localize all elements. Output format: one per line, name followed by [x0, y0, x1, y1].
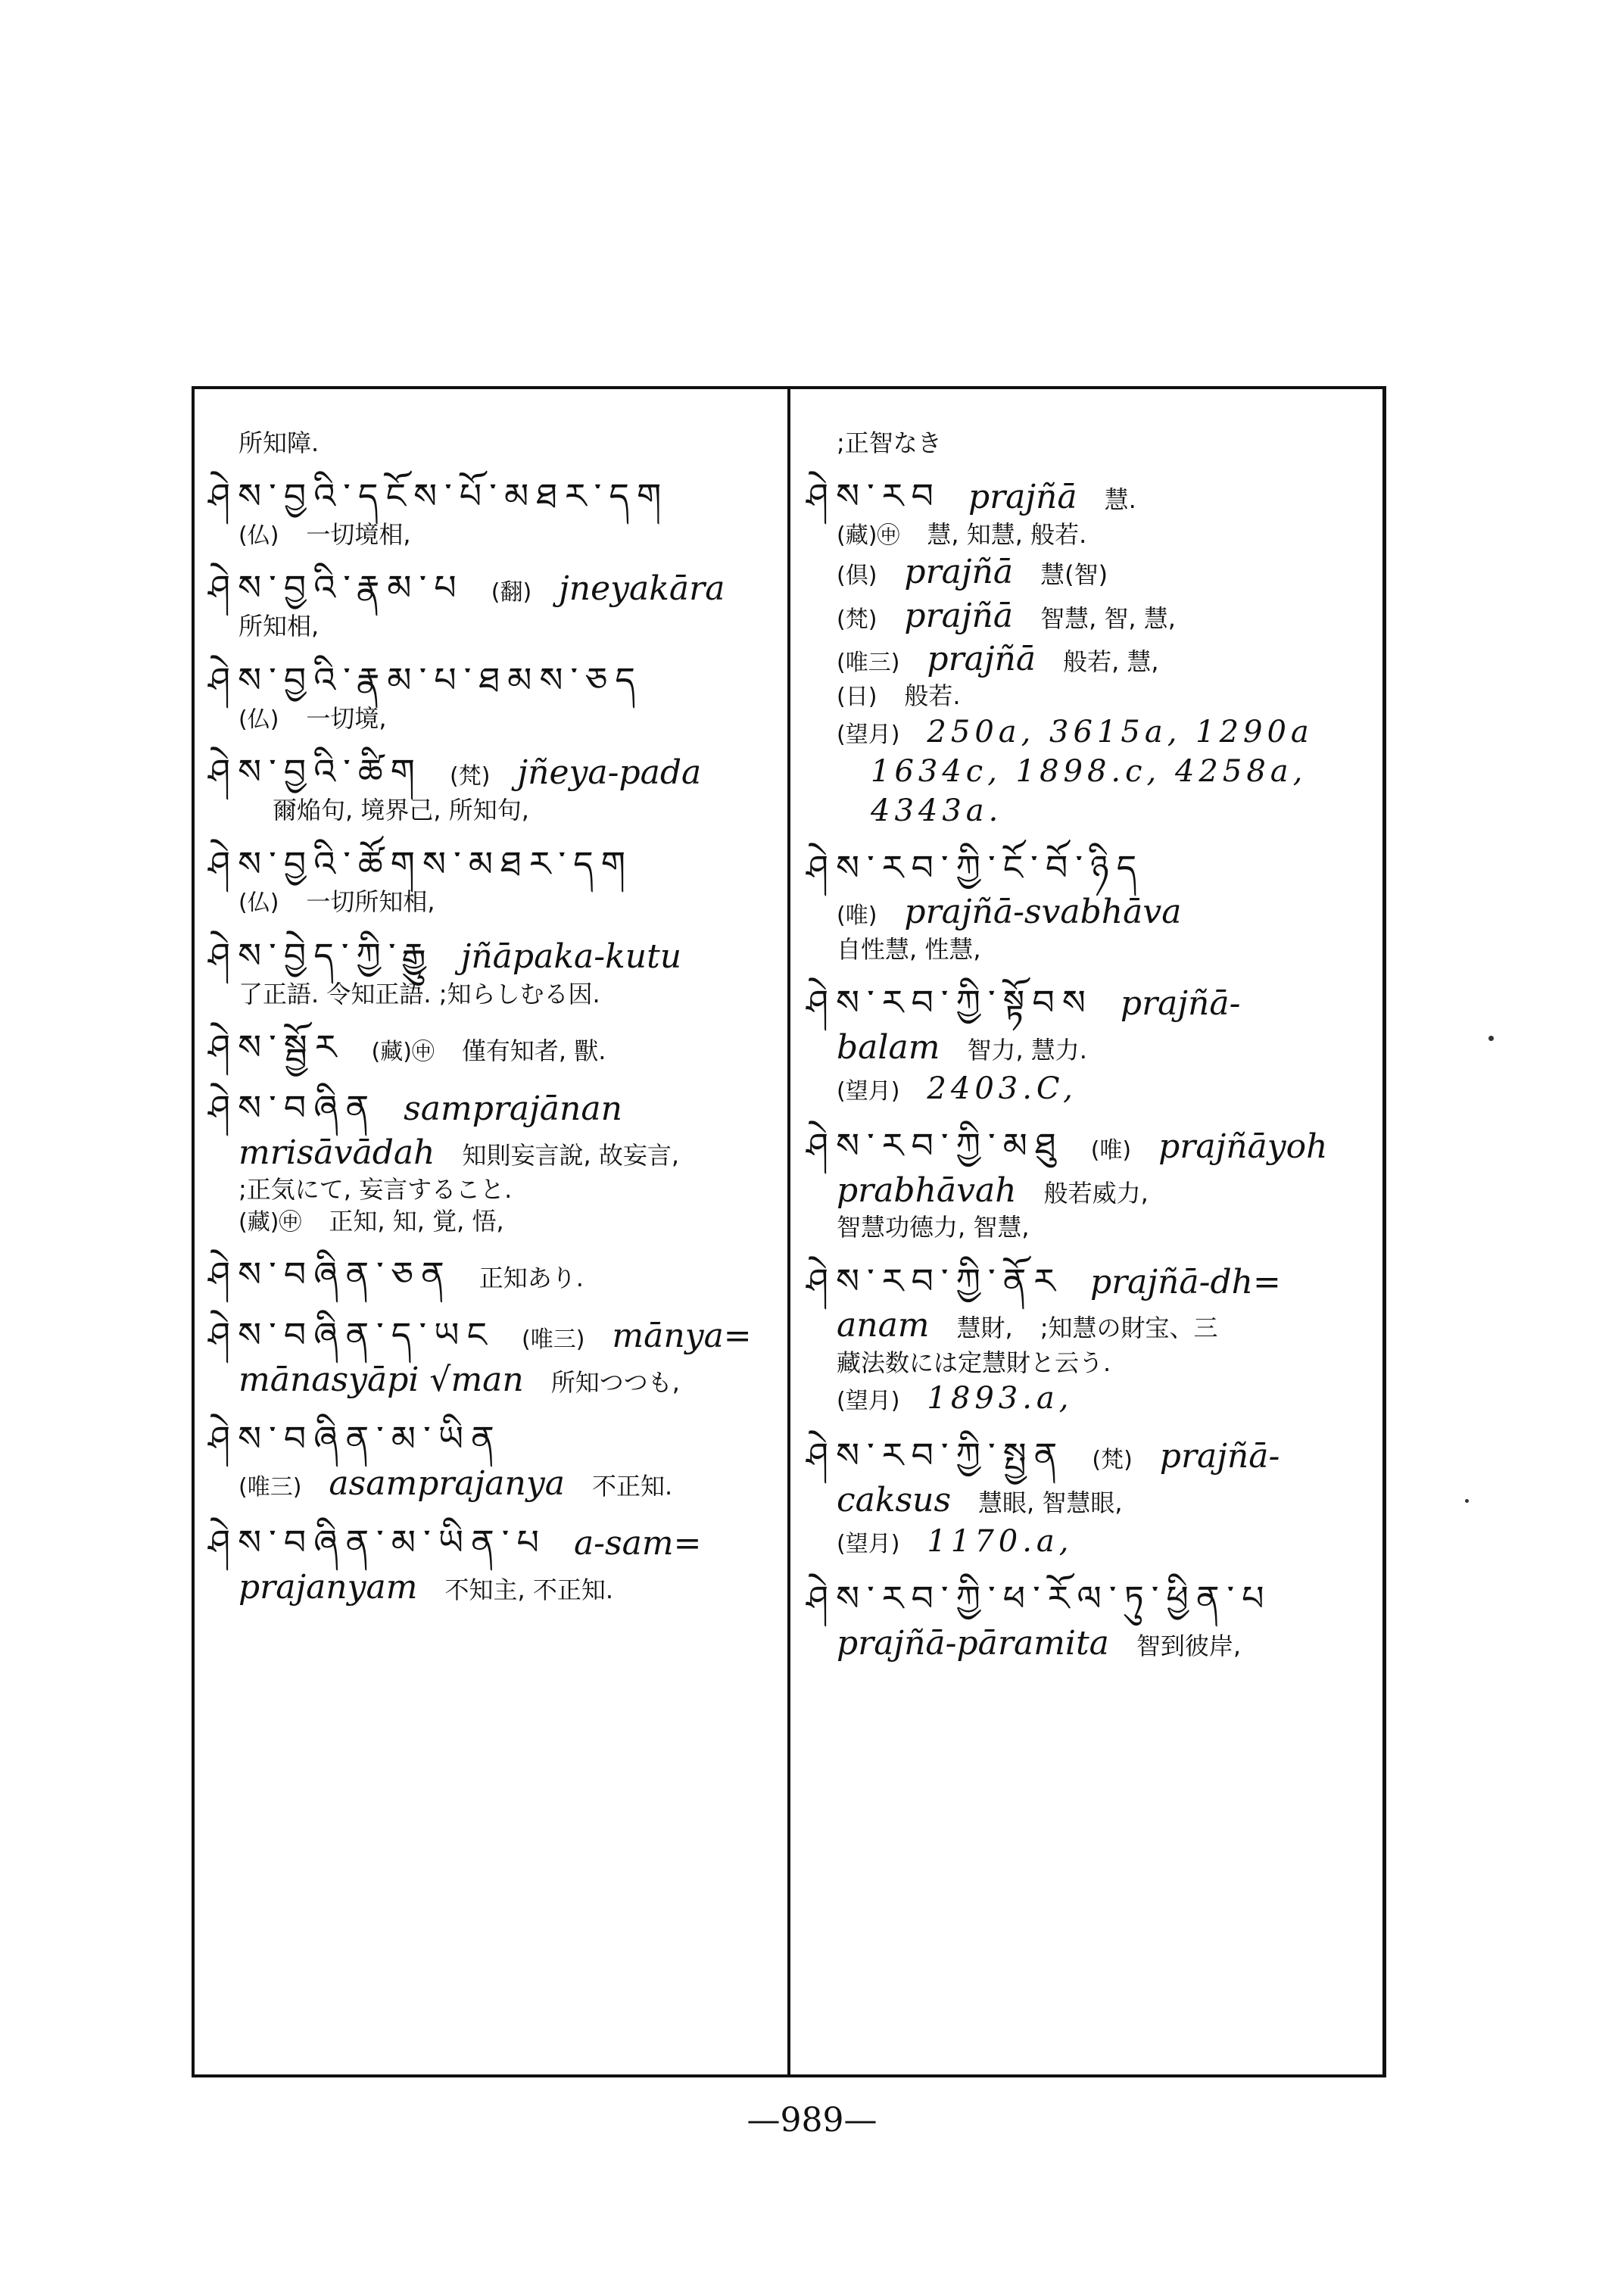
tibetan-headword: ཤེས་བྱའི་རྣམ་པ་ཐམས་ཅད — [208, 659, 644, 700]
gloss: 爾焔句, 境界己, 所知句, — [273, 795, 529, 824]
page-number: —989— — [747, 2101, 877, 2140]
gloss: 一切境, — [306, 703, 387, 733]
sanskrit-term: prajñā- — [1120, 984, 1241, 1024]
source-tag: (唯) — [1090, 1137, 1132, 1164]
scan-speck — [1488, 1036, 1494, 1041]
gloss: ;知慧の財宝、三 — [1040, 1314, 1218, 1343]
sanskrit-term: mrisāvādah — [238, 1133, 435, 1172]
tibetan-headword: ཤེས་བྱེད་ཀྱི་རྒྱུ — [208, 934, 434, 976]
entry-continuation — [806, 424, 1382, 459]
sanskrit-term: jñāpaka-kutu — [460, 937, 682, 976]
gloss: 般若, 慧, — [1063, 647, 1159, 676]
gloss: 智力, 慧力. — [967, 1035, 1087, 1064]
tibetan-headword: ཤེས་བཞིན་ཅན — [208, 1254, 452, 1295]
gloss: 自性慧, 性慧, — [837, 934, 981, 964]
entry — [806, 1576, 1382, 1665]
entry — [208, 658, 780, 734]
tibetan-headword: ཤེས་བཞིན་མ་ཡིན་པ — [208, 1522, 547, 1563]
entry — [806, 980, 1382, 1108]
entry — [208, 750, 780, 826]
source-tag: (仏) — [238, 890, 279, 917]
gloss: 藏法数には定慧財と云う. — [837, 1348, 1111, 1377]
gloss: 不正知. — [591, 1471, 673, 1501]
sanskrit-term: mānya= — [612, 1317, 752, 1356]
gloss: 慧財, — [956, 1314, 1013, 1343]
entry — [806, 1433, 1382, 1561]
right-column — [806, 424, 1382, 1680]
source-tag: (日) — [837, 683, 877, 710]
gloss: 智慧, 智, 慧, — [1040, 603, 1176, 633]
entry — [208, 1086, 780, 1237]
sanskrit-term: prajanyam — [238, 1567, 418, 1607]
tibetan-headword: ཤེས་རབ་ཀྱི་མཐུ — [806, 1125, 1064, 1167]
entry — [208, 1520, 780, 1609]
entry — [208, 933, 780, 1010]
reference-numbers: 2403.C, — [927, 1071, 1077, 1107]
entry — [806, 1259, 1382, 1419]
sanskrit-term: jñeya-pada — [517, 753, 702, 793]
sanskrit-term: samprajānan — [404, 1089, 622, 1129]
source-tag: (仏) — [238, 706, 279, 733]
tibetan-headword: ཤེས་བཞིན་ད་ཡང — [208, 1314, 494, 1356]
gloss: 智慧功德力, 智慧, — [837, 1213, 1030, 1242]
source-tag: (望月) — [837, 1388, 900, 1415]
source-tag: (藏)㊥ — [837, 522, 900, 549]
tibetan-headword: ཤེས་བཞིན — [208, 1087, 377, 1129]
gloss: 所知つつも, — [550, 1367, 680, 1397]
gloss: 一切所知相, — [306, 887, 435, 917]
sanskrit-term: prajñā — [927, 639, 1036, 678]
tibetan-headword: ཤེས་བཞིན་མ་ཡིན — [208, 1418, 502, 1460]
gloss: 般若威力, — [1043, 1178, 1149, 1208]
sanskrit-term: caksus — [837, 1481, 952, 1520]
entry — [806, 846, 1382, 966]
source-tag: (梵) — [1092, 1447, 1133, 1474]
gloss: 了正語. 令知正語. ;知らしむる因. — [238, 979, 600, 1008]
sanskrit-term: a-sam= — [573, 1524, 702, 1563]
source-tag: (梵) — [450, 763, 491, 790]
sanskrit-term: balam — [837, 1027, 940, 1067]
entry — [208, 566, 780, 642]
source-tag: (仏) — [238, 522, 279, 549]
gloss: 般若. — [904, 681, 961, 710]
gloss: 不知主, 不正知. — [444, 1575, 613, 1604]
source-tag: (望月) — [837, 1531, 900, 1558]
sanskrit-term: prajñā — [904, 596, 1014, 635]
gloss: 慧, 知慧, 般若. — [927, 519, 1087, 549]
gloss: 慧眼, 智慧眼, — [978, 1488, 1123, 1518]
tibetan-headword: ཤེས་བྱའི་ཚོགས་མཐར་དག — [208, 843, 634, 884]
source-tag: (藏)㊥ — [371, 1039, 435, 1066]
sanskrit-term: asamprajanya — [329, 1463, 565, 1503]
sanskrit-term: jneyakāra — [559, 569, 725, 609]
gloss: 正知あり. — [478, 1264, 584, 1293]
reference-numbers: 1170.a, — [927, 1524, 1074, 1560]
source-tag: (唯) — [837, 902, 877, 930]
gloss: 智到彼岸, — [1136, 1632, 1242, 1661]
sanskrit-term: mānasyāpi √man — [238, 1360, 524, 1399]
gloss: 慧. — [1104, 485, 1136, 514]
tibetan-headword: ཤེས་རབ — [806, 475, 941, 516]
sanskrit-term: anam — [837, 1306, 930, 1345]
source-tag: (翻) — [491, 579, 532, 606]
source-tag: (望月) — [837, 1078, 900, 1105]
reference-numbers: 1634c, 1898.c, 4258a, — [871, 753, 1308, 789]
source-tag: (唯三) — [522, 1326, 585, 1354]
tibetan-headword: ཤེས་རབ་ཀྱི་ནོར — [806, 1260, 1063, 1301]
entry — [208, 474, 780, 550]
entry — [208, 1252, 780, 1298]
sanskrit-term: prajñāyoh — [1158, 1127, 1328, 1167]
tibetan-headword: ཤེས་སྦྱོར — [208, 1027, 344, 1068]
sanskrit-term: prajñā — [968, 478, 1077, 516]
sanskrit-term: prajñā-dh= — [1089, 1262, 1281, 1301]
source-tag: (望月) — [837, 721, 900, 748]
entry — [208, 842, 780, 918]
entry — [208, 1417, 780, 1505]
gloss: ;正智なき — [837, 429, 942, 457]
reference-numbers: 250a, 3615a, 1290a — [927, 714, 1314, 750]
entry — [208, 1313, 780, 1401]
entry — [208, 1025, 780, 1071]
sanskrit-term: prajñā-svabhāva — [904, 893, 1182, 932]
tibetan-headword: ཤེས་བྱའི་དངོས་པོ་མཐར་དག — [208, 475, 669, 516]
tibetan-headword: ཤེས་རབ་ཀྱི་སྟོབས — [806, 982, 1093, 1024]
entry-continuation — [208, 424, 780, 459]
tibetan-headword: ཤེས་བྱའི་རྣམ་པ — [208, 567, 464, 609]
tibetan-headword: ཤེས་རབ་ཀྱི་ངོ་བོ་ཉིད — [806, 846, 1145, 888]
source-tag: (唯三) — [837, 649, 900, 676]
tibetan-headword: ཤེས་བྱའི་ཚིག — [208, 751, 423, 793]
gloss: 僅有知者, 獸. — [461, 1036, 606, 1066]
left-column — [208, 424, 780, 1624]
source-tag: (梵) — [837, 606, 877, 633]
scan-speck — [1465, 1499, 1469, 1503]
gloss: 正知, 知, 覚, 悟, — [329, 1206, 504, 1236]
gloss: 所知相, — [238, 612, 320, 641]
reference-numbers: 1893.a, — [927, 1381, 1074, 1417]
gloss: 所知障. — [238, 429, 320, 457]
source-tag: (藏)㊥ — [238, 1208, 302, 1236]
source-tag: (倶) — [837, 563, 877, 590]
source-tag: (唯三) — [238, 1473, 302, 1501]
sanskrit-term: prabhāvah — [837, 1170, 1017, 1210]
entry — [806, 1124, 1382, 1244]
tibetan-headword: ཤེས་རབ་ཀྱི་སྤྱན — [806, 1435, 1065, 1476]
gloss: 慧(智) — [1040, 560, 1108, 590]
gloss: 一切境相, — [306, 519, 411, 549]
sanskrit-term: prajñā-pāramita — [837, 1624, 1109, 1663]
sanskrit-term: prajñā- — [1159, 1437, 1280, 1476]
reference-numbers: 4343a. — [871, 793, 1003, 828]
column-divider — [787, 388, 790, 2076]
gloss: ;正気にて, 妄言すること. — [238, 1175, 513, 1205]
tibetan-headword: ཤེས་རབ་ཀྱི་ཕ་རོལ་ཏུ་ཕྱིན་པ — [806, 1578, 1272, 1619]
entry — [806, 474, 1382, 831]
gloss: 知則妄言說, 故妄言, — [462, 1140, 679, 1170]
sanskrit-term: prajñā — [904, 553, 1014, 592]
